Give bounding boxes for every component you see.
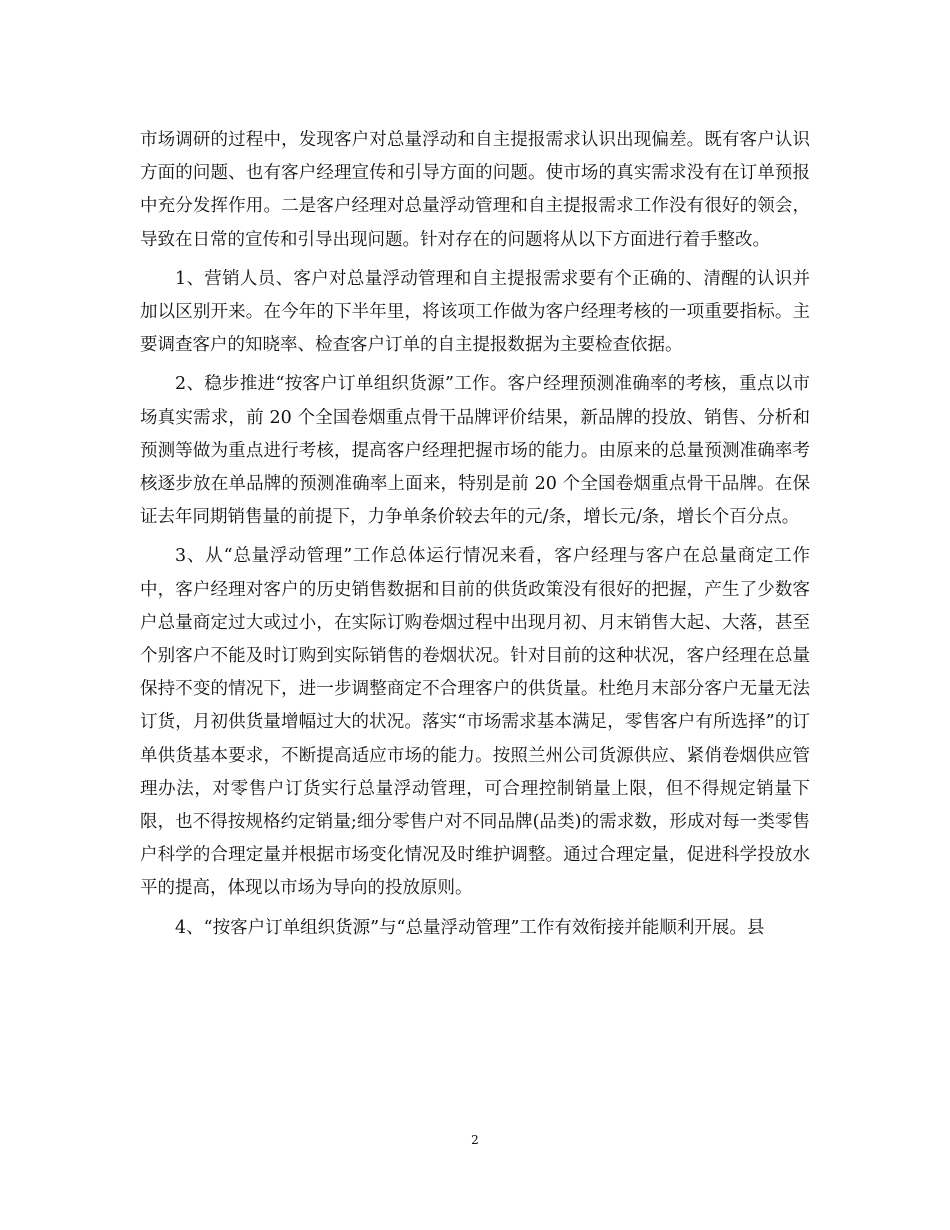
paragraph-item-2: 2、稳步推进“按客户订单组织货源”工作。客户经理预测准确率的考核，重点以市场真实需求，前 20 个全国卷烟重点骨干品牌评价结果，新品牌的投放、销售、分析和预测等做为重点进行考核，提高客户经理把握市场的能力。由原来的总量预测准确率考核逐步放在单品牌的预测准确率上面来，特别是前 20 个全国卷烟重点骨干品牌。在保证去年同期销售量的前提下，力争单条价较去年的元/条，增长元/条，增长个百分点。 xyxy=(140,374,810,528)
document-body xyxy=(140,124,810,951)
page-number: 2 xyxy=(471,1133,479,1147)
paragraph-item-3: 3、从“总量浮动管理”工作总体运行情况来看，客户经理与客户在总量商定工作中，客户经理对客户的历史销售数据和目前的供货政策没有很好的把握，产生了少数客户总量商定过大或过小，在实际订购卷烟过程中出现月初、月末销售大起、大落，甚至个别客户不能及时订购到实际销售的卷烟状况。针对目前的这种状况，客户经理在总量保持不变的情况下，进一步调整商定不合理客户的供货量。杜绝月末部分客户无量无法订货，月初供货量增幅过大的状况。落实“市场需求基本满足，零售客户有所选择”的订单供货基本要求，不断提高适应市场的能力。按照兰州公司货源供应、紧俏卷烟供应管理办法，对零售户订货实行总量浮动管理，可合理控制销量上限，但不得规定销量下限，也不得按规格约定销量;细分零售户对不同品牌(品类)的需求数，形成对每一类零售户科学的合理定量并根据市场变化情况及时维护调整。通过合理定量，促进科学投放水平的提高，体现以市场为导向的投放原则。 xyxy=(140,546,810,899)
paragraph-item-1: 1、营销人员、客户对总量浮动管理和自主提报需求要有个正确的、清醒的认识并加以区别开来。在今年的下半年里，将该项工作做为客户经理考核的一项重要指标。主要调查客户的知晓率、检查客户订单的自主提报数据为主要检查依据。 xyxy=(140,268,810,356)
paragraph-item-4: 4、“按客户订单组织货源”与“总量浮动管理”工作有效衔接并能顺利开展。县 xyxy=(175,917,765,938)
paragraph-continuation: 市场调研的过程中，发现客户对总量浮动和自主提报需求认识出现偏差。既有客户认识方面的问题、也有客户经理宣传和引导方面的问题。使市场的真实需求没有在订单预报中充分发挥作用。二是客户经理对总量浮动管理和自主提报需求工作没有很好的领会，导致在日常的宣传和引导出现问题。针对存在的问题将从以下方面进行着手整改。 xyxy=(140,130,810,250)
